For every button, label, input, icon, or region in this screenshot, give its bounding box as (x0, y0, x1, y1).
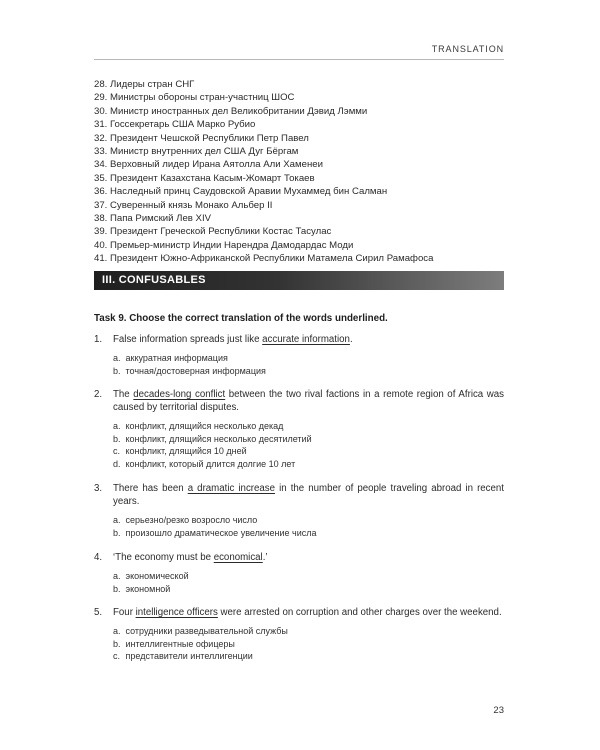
underlined-phrase: intelligence officers (135, 607, 218, 618)
question-5 (94, 606, 504, 662)
options-list (113, 625, 504, 662)
option-text: точная/достоверная информация (125, 365, 266, 376)
option-text: интеллигентные офицеры (125, 638, 235, 649)
option (113, 638, 504, 650)
underlined-phrase: decades-long conflict (133, 389, 226, 400)
option (113, 352, 504, 364)
option (113, 650, 504, 662)
option-letter: d. (113, 458, 121, 469)
section-heading: III. CONFUSABLES (94, 271, 504, 290)
option-text: серьезно/резко возросло число (125, 515, 258, 526)
option-letter: b. (113, 583, 121, 594)
task-title: Task 9. Choose the correct translation of the words underlined. (94, 313, 388, 324)
option-text: конфликт, длящийся 10 дней (125, 446, 247, 457)
options-list (113, 514, 504, 539)
question-text-part: in the number of people traveling abroad in recent years. (113, 483, 504, 508)
option (113, 365, 504, 377)
option-text: конфликт, длящийся несколько декад (125, 421, 284, 432)
question-text-part: There has been (113, 483, 188, 494)
option-letter: b. (113, 638, 121, 649)
question-number: 3. (94, 483, 103, 494)
options-list (113, 420, 504, 470)
question-number: 1. (94, 334, 103, 345)
option (113, 445, 504, 457)
options-list (113, 570, 504, 595)
question-text-part: ‘The economy must be (113, 552, 214, 563)
list-item: 36. Наследный принц Саудовской Аравии Мухаммед бин Салман (94, 186, 388, 198)
option-text: представители интеллигенции (125, 651, 253, 662)
question-text (113, 551, 504, 564)
option-letter: b. (113, 433, 121, 444)
question-text (113, 482, 504, 508)
option-letter: a. (113, 421, 121, 432)
underlined-phrase: a dramatic increase (187, 483, 276, 494)
option-text: экономической (125, 571, 189, 582)
question-text-part: Four (113, 607, 136, 618)
question-text (113, 333, 504, 346)
question-number: 4. (94, 552, 103, 563)
option (113, 420, 504, 432)
leaders-list (94, 78, 433, 266)
option-letter: a. (113, 626, 121, 637)
page-number: 23 (493, 705, 504, 716)
underlined-phrase: accurate information (262, 334, 350, 345)
running-head: TRANSLATION (94, 44, 504, 60)
list-item: 38. Папа Римский Лев XIV (94, 213, 212, 225)
option-text: конфликт, который длится долгие 10 лет (125, 458, 296, 469)
list-item: 40. Премьер-министр Индии Нарендра Дамодардас Моди (94, 239, 354, 251)
question-3 (94, 482, 504, 539)
option-letter: b. (113, 365, 121, 376)
list-item: 30. Министр иностранных дел Великобритании Дэвид Лэмми (94, 105, 368, 117)
question-4 (94, 551, 504, 595)
option-letter: a. (113, 515, 121, 526)
question-number: 2. (94, 389, 103, 400)
option (113, 458, 504, 470)
list-item: 41. Президент Южно-Африканской Республики Матамела Сирил Рамафоса (94, 253, 434, 265)
list-item: 35. Президент Казахстана Касым-Жомарт Токаев (94, 172, 315, 184)
option (113, 527, 504, 539)
option (113, 625, 504, 637)
list-item: 34. Верховный лидер Ирана Аятолла Али Хаменеи (94, 159, 323, 171)
list-item: 28. Лидеры стран СНГ (94, 79, 195, 90)
question-text-part: False information spreads just like (113, 334, 263, 345)
question-text-part: .’ (262, 552, 268, 563)
option-text: сотрудники разведывательной службы (125, 626, 288, 637)
option-text: экономной (125, 583, 171, 594)
question-text-part: . (349, 334, 353, 345)
question-number: 5. (94, 607, 103, 618)
list-item: 33. Министр внутренних дел США Дуг Бёргам (94, 146, 299, 158)
list-item: 31. Госсекретарь США Марко Рубио (94, 119, 256, 131)
question-text-part: The (113, 389, 134, 400)
question-2 (94, 388, 504, 470)
question-text (113, 606, 504, 619)
option (113, 570, 504, 582)
options-list (113, 352, 504, 377)
option-letter: c. (113, 651, 121, 662)
underlined-phrase: economical (213, 552, 263, 563)
question-text (113, 388, 504, 414)
option-text: аккуратная информация (125, 353, 228, 364)
option-letter: a. (113, 571, 121, 582)
list-item: 32. Президент Чешской Республики Петр Павел (94, 132, 309, 144)
option (113, 433, 504, 445)
option-letter: a. (113, 353, 121, 364)
option-text: произошло драматическое увеличение числа (125, 527, 317, 538)
option-letter: b. (113, 527, 121, 538)
option-letter: c. (113, 446, 121, 457)
list-item: 29. Министры обороны стран-участниц ШОС (94, 92, 295, 104)
question-1 (94, 333, 504, 377)
question-text-part: were arrested on corruption and other charges over the weekend. (217, 607, 502, 618)
question-text-part: between the two rival factions in a remote region of Africa was caused by territorial disputes. (113, 389, 505, 414)
option (113, 583, 504, 595)
option (113, 514, 504, 526)
list-item: 39. Президент Греческой Республики Костас Тасулас (94, 226, 332, 238)
list-item: 37. Суверенный князь Монако Альбер II (94, 199, 273, 211)
option-text: конфликт, длящийся несколько десятилетий (125, 433, 312, 444)
